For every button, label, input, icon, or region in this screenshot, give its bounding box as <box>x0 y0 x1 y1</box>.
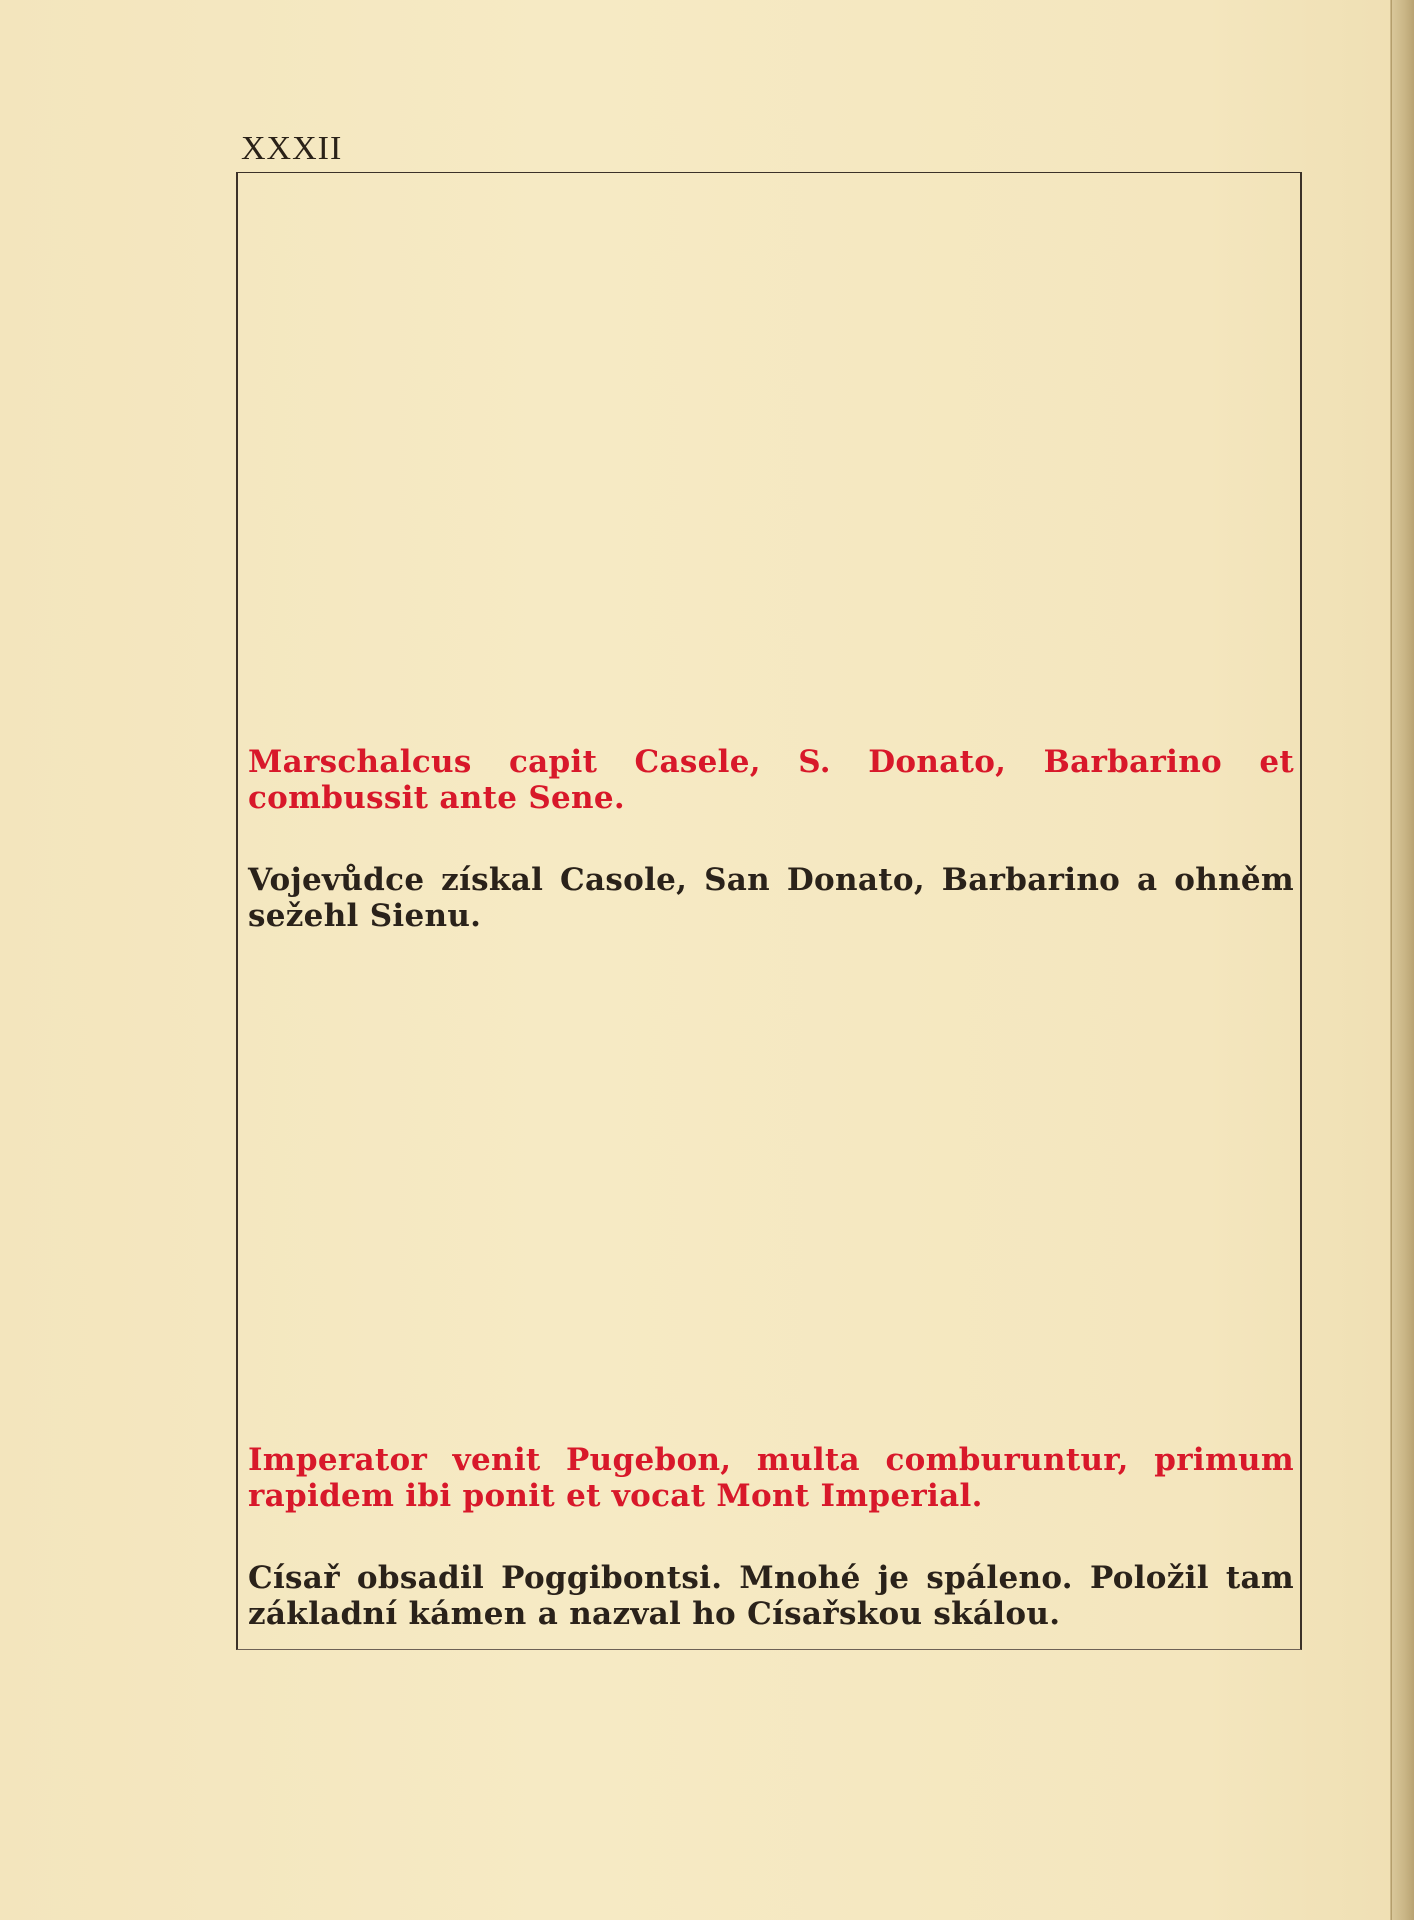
latin-caption-2: Imperator venit Pugebon, multa comburuntur, primum rapidem ibi ponit et vocat Mont Imperial. <box>248 1442 1294 1514</box>
czech-translation-2: Císař obsadil Poggibontsi. Mnohé je spáleno. Položil tam základní kámen a nazval ho Císařskou skálou. <box>248 1560 1294 1632</box>
book-spine-edge <box>1391 0 1414 1920</box>
latin-caption-1: Marschalcus capit Casele, S. Donato, Barbarino et combussit ante Sene. <box>248 744 1294 816</box>
page-number: XXXII <box>241 130 343 167</box>
czech-translation-1: Vojevůdce získal Casole, San Donato, Barbarino a ohněm sežehl Sienu. <box>248 862 1294 934</box>
